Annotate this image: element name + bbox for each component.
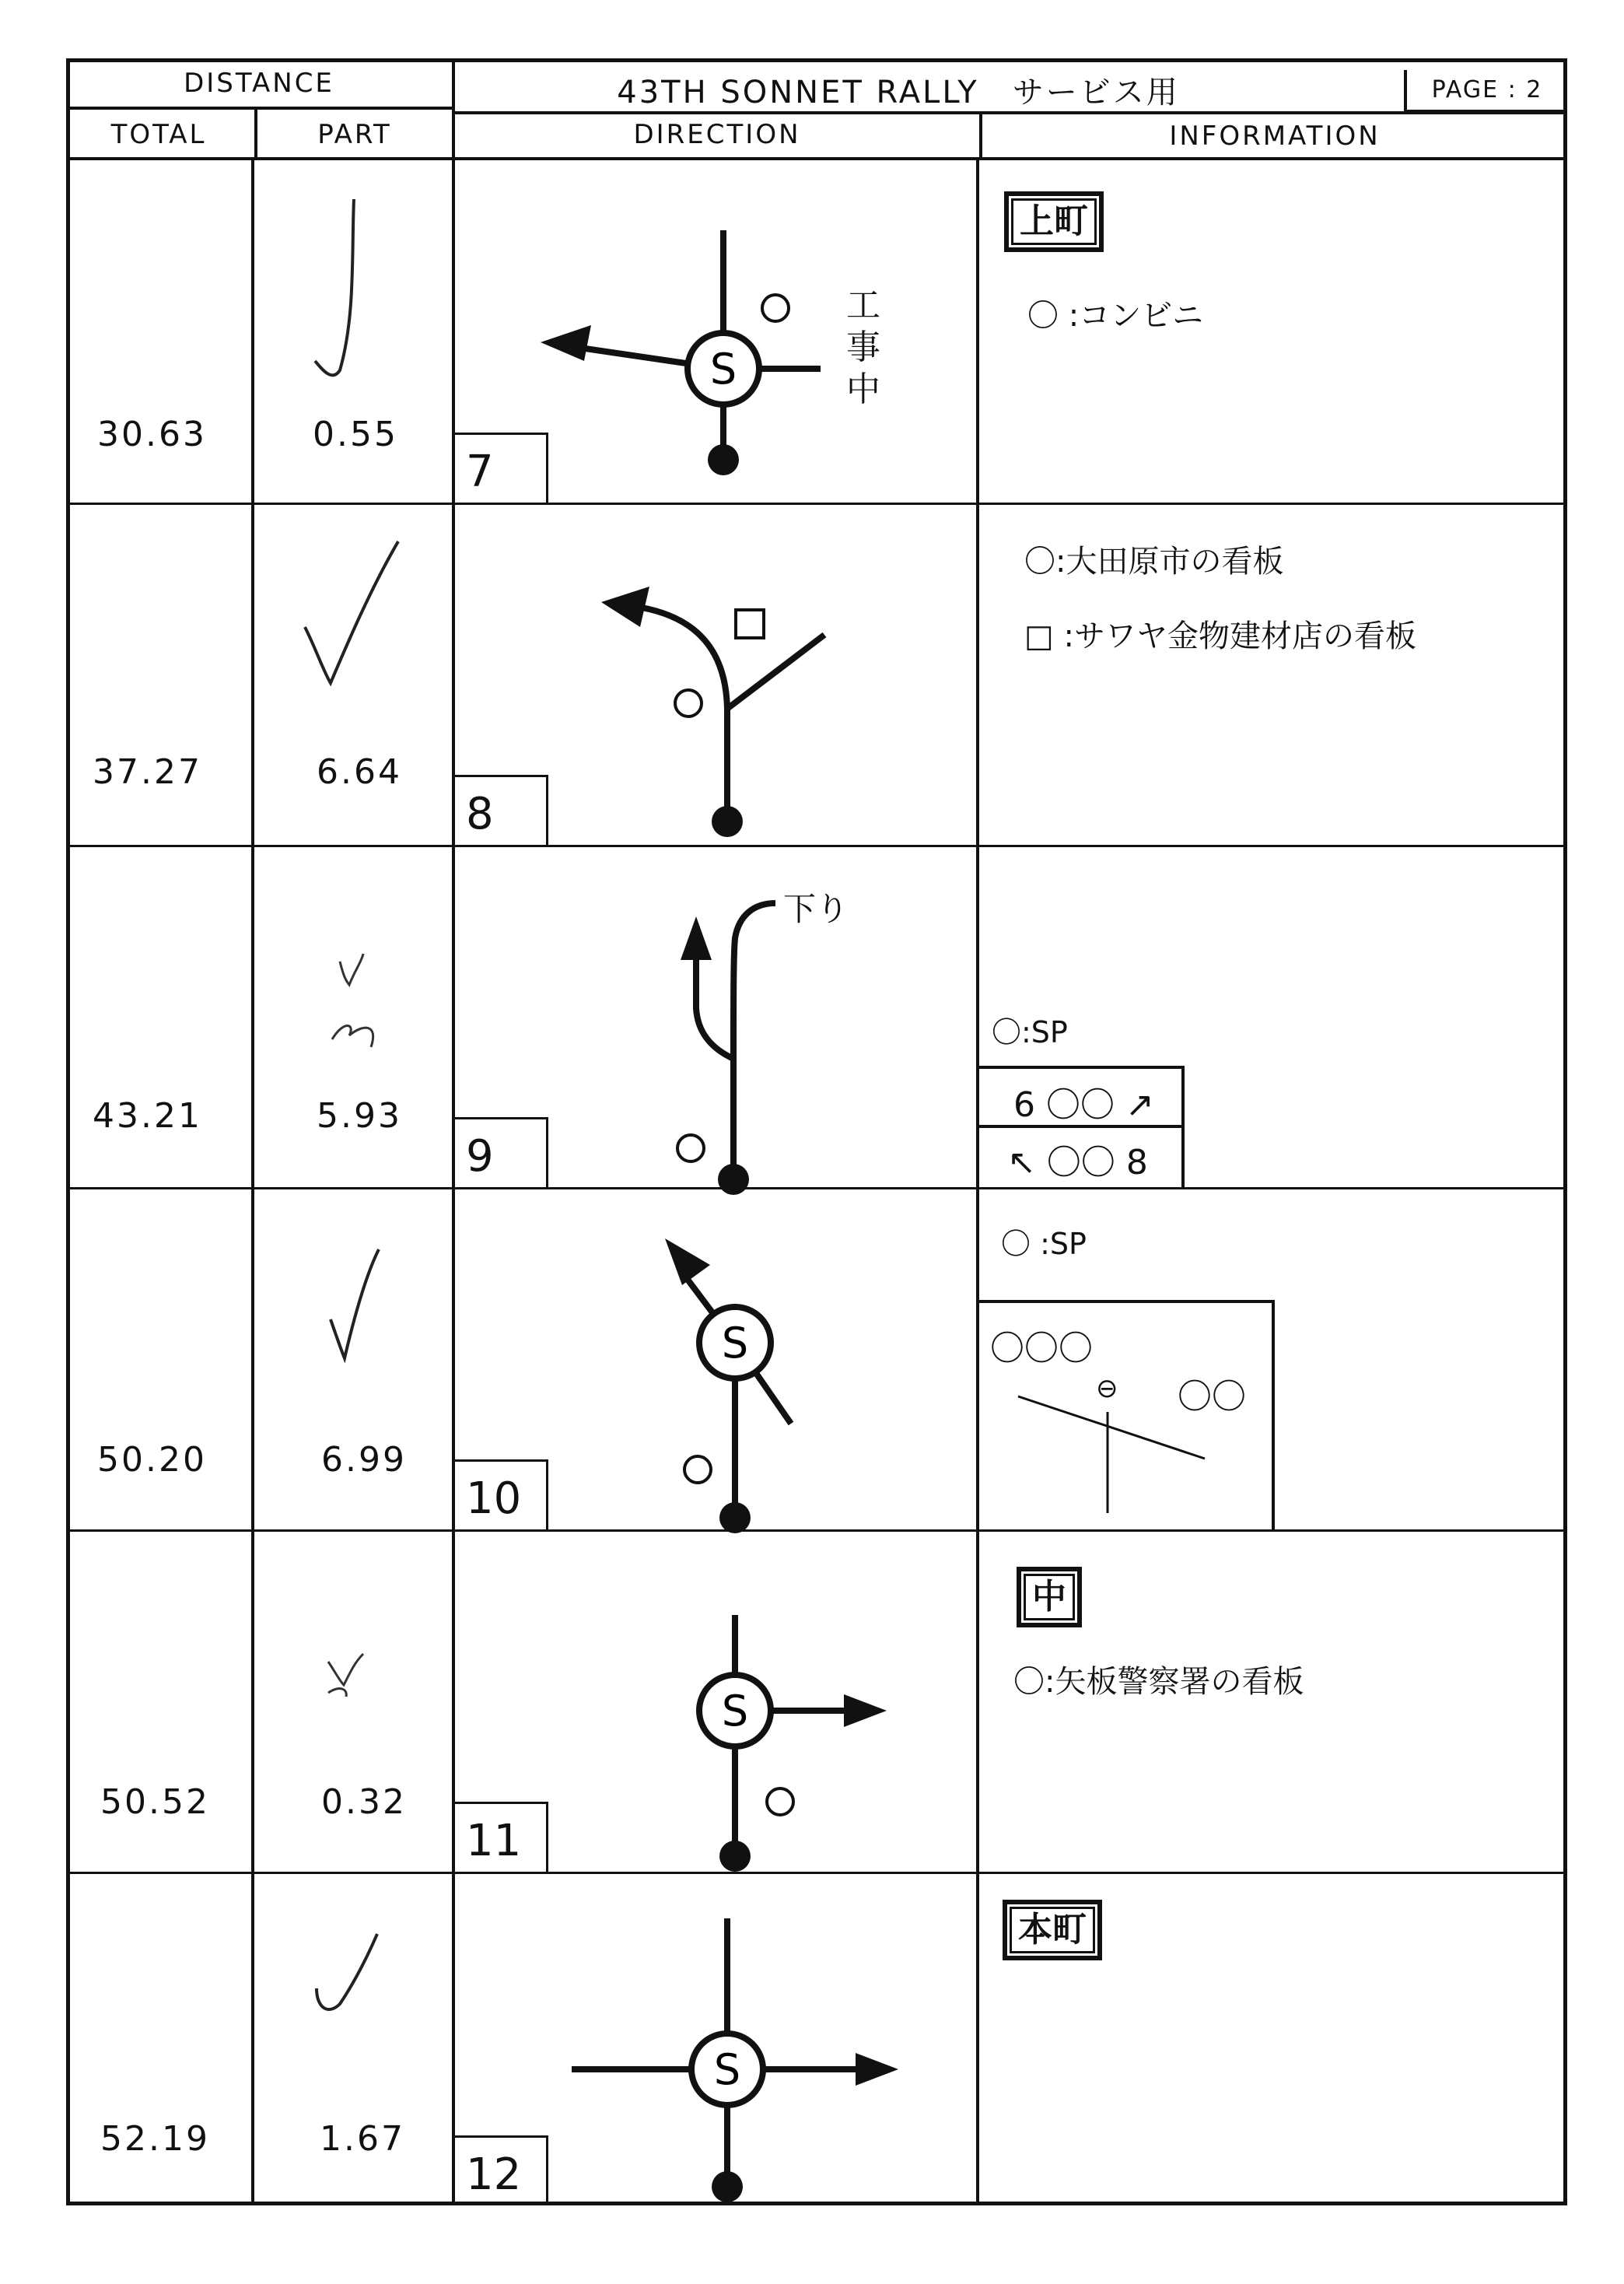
total-cell (66, 503, 254, 845)
information-cell (979, 845, 1567, 1187)
direction-sign (979, 1066, 1185, 1187)
total-cell (66, 845, 254, 1187)
information-cell (979, 160, 1567, 503)
start-dot-icon (712, 806, 743, 837)
total-distance: 43.21 (93, 1096, 202, 1136)
landmark-circle-icon (767, 1788, 793, 1815)
construction-note: 工 事 中 (846, 286, 880, 409)
part-distance: 0.32 (321, 1782, 407, 1822)
info-line: 〇 :コンビニ (1027, 298, 1204, 334)
route-row-12 (66, 1872, 1567, 2205)
landmark-circle-icon (684, 1456, 711, 1483)
part-distance: 5.93 (317, 1096, 402, 1136)
route-row-8 (66, 503, 1567, 847)
part-distance: 1.67 (320, 2119, 405, 2159)
direction-cell (455, 845, 979, 1187)
part-cell (254, 503, 455, 845)
svg-text:S: S (713, 2045, 741, 2094)
info-line: □ :サワヤ金物建材店の看板 (1024, 618, 1416, 654)
step-number: 11 (455, 1802, 548, 1872)
total-cell (66, 160, 254, 503)
part-cell (254, 845, 455, 1187)
arrow-icon (541, 325, 591, 361)
step-number: 9 (455, 1117, 548, 1187)
part-label: PART (317, 119, 392, 150)
start-dot-icon (719, 1841, 751, 1872)
information-cell (979, 1187, 1567, 1529)
direction-label: DIRECTION (633, 119, 801, 150)
information-cell (979, 1872, 1567, 2205)
route-sheet (66, 58, 1567, 2205)
direction-cell (455, 1872, 979, 2205)
arrow-icon (601, 587, 649, 627)
map-circles-left: 〇〇〇 (990, 1329, 1093, 1368)
place-name-box: 上町 (1004, 191, 1104, 252)
direction-cell (455, 1529, 979, 1872)
svg-text:S: S (709, 345, 737, 394)
direction-cell (455, 160, 979, 503)
landmark-circle-icon (677, 1135, 704, 1161)
place-name-box: 本町 (1003, 1900, 1102, 1960)
info-line: 〇:矢板警察署の看板 (1013, 1664, 1304, 1700)
total-distance: 30.63 (97, 415, 207, 454)
arrow-icon (681, 916, 712, 960)
part-cell (254, 1187, 455, 1529)
total-label: TOTAL (110, 119, 207, 150)
total-distance: 37.27 (93, 752, 202, 792)
no-entry-icon: ⊖ (1096, 1373, 1118, 1404)
header-row (66, 58, 1567, 159)
info-line: 〇:SP (992, 1015, 1068, 1049)
arrow-icon (856, 2053, 898, 2086)
distance-header (66, 58, 455, 159)
total-cell (66, 1187, 254, 1529)
map-inset (979, 1300, 1275, 1529)
check-mark (254, 503, 455, 845)
distance-label: DISTANCE (184, 68, 334, 99)
step-number: 10 (455, 1459, 548, 1529)
information-label: INFORMATION (1169, 121, 1381, 152)
landmark-circle-icon (675, 690, 702, 716)
route-row-11 (66, 1529, 1567, 1874)
route-row-10 (66, 1187, 1567, 1532)
page-title: 43TH SONNET RALLY サービス用 (617, 75, 1180, 110)
page-number: PAGE : 2 (1404, 70, 1567, 113)
step-number: 7 (455, 433, 548, 503)
start-dot-icon (712, 2171, 743, 2202)
arrow-icon (844, 1694, 887, 1727)
part-cell (254, 1529, 455, 1872)
direction-cell (455, 503, 979, 845)
svg-text:S: S (721, 1687, 749, 1736)
downhill-note: 下り (783, 890, 849, 928)
place-name-box: 中 (1017, 1567, 1082, 1627)
map-circles-right: 〇〇 (1178, 1377, 1246, 1417)
sign-bottom-line: ↖ 〇〇 8 (1007, 1143, 1148, 1182)
start-dot-icon (708, 444, 739, 475)
part-cell (254, 160, 455, 503)
total-distance: 50.52 (100, 1782, 210, 1822)
svg-text:S: S (721, 1319, 749, 1368)
part-distance: 6.64 (317, 752, 402, 792)
total-distance: 50.20 (97, 1440, 207, 1480)
part-distance: 0.55 (313, 415, 398, 454)
part-distance: 6.99 (321, 1440, 407, 1480)
route-row-7 (66, 160, 1567, 505)
step-number: 12 (455, 2135, 548, 2205)
total-cell (66, 1872, 254, 2205)
sign-top-line: 6 〇〇 ↗ (1013, 1085, 1154, 1125)
information-cell (979, 1529, 1567, 1872)
info-line: 〇:大田原市の看板 (1024, 544, 1284, 580)
arrow-icon (665, 1238, 710, 1285)
step-number: 8 (455, 775, 548, 845)
information-cell (979, 503, 1567, 845)
info-line: 〇 :SP (1001, 1227, 1087, 1261)
total-cell (66, 1529, 254, 1872)
direction-cell (455, 1187, 979, 1529)
title-header (455, 58, 1567, 159)
start-dot-icon (719, 1502, 751, 1533)
landmark-circle-icon (762, 295, 789, 321)
part-cell (254, 1872, 455, 2205)
total-distance: 52.19 (100, 2119, 210, 2159)
landmark-square-icon (736, 610, 764, 638)
check-mark (254, 845, 455, 1187)
route-row-9 (66, 845, 1567, 1189)
